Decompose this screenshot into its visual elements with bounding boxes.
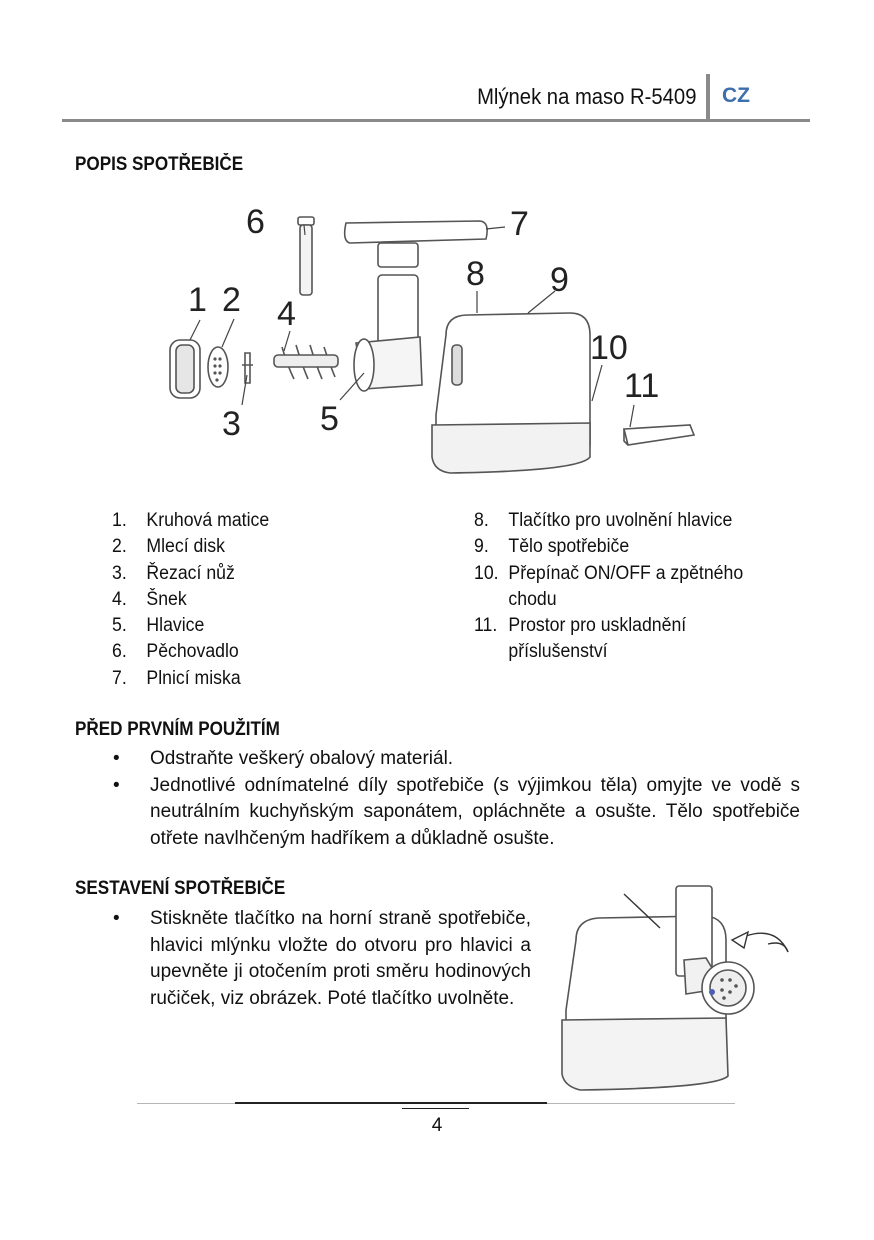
diagram-label-7: 7 [510,205,529,243]
footer-rule-bold [235,1102,547,1104]
list-item-continuation: příslušenství [508,641,608,663]
list-item: 2. Mlecí disk [112,536,225,558]
diagram-label-10: 10 [590,329,628,367]
assembly-bullets [75,906,531,1012]
header-rule [62,119,810,122]
diagram-label-3: 3 [222,405,241,443]
assembly-illustration [556,880,796,1095]
exploded-parts-diagram [150,195,710,495]
diagram-label-6: 6 [246,203,265,241]
header-separator [706,74,710,120]
list-item: 9. Tělo spotřebiče [474,536,630,558]
first-use-bullets [75,746,800,852]
list-item: 11. Prostor pro uskladnění [474,615,687,637]
page-number: 4 [431,1115,443,1136]
section-heading-assembly: SESTAVENÍ SPOTŘEBIČE [75,878,286,899]
part-pusher [298,217,314,225]
footer-rule-short [402,1108,469,1109]
list-item: 7. Plnicí miska [112,667,241,689]
diagram-label-11: 11 [624,367,660,405]
bullet-item: • Stiskněte tlačítko na horní straně spotřebiče, hlavici mlýnku vložte do otvoru pro hlavici a upevněte ji otočením proti směru hodinových ručiček, viz obrázek. Poté tlačítko uvolněte. [75,906,531,1012]
diagram-label-5: 5 [320,400,339,438]
part-cutting-knife [242,353,253,383]
diagram-label-1: 1 [188,281,207,319]
list-item: 6. Pěchovadlo [112,641,239,663]
diagram-label-2: 2 [222,281,241,319]
list-item: 4. Šnek [112,588,187,610]
list-item: 3. Řezací nůž [112,562,235,584]
list-item-continuation: chodu [508,588,557,610]
part-storage-tray [624,425,694,445]
section-heading-first-use: PŘED PRVNÍM POUŽITÍM [75,719,280,740]
parts-list-left [112,508,281,692]
bullet-item: • Jednotlivé odnímatelné díly spotřebiče (s výjimkou těla) omyjte ve vodě s neutrálním kuchyňským saponátem, opláchněte a osušte. Tělo spotřebiče otřete navlhčeným hadříkem a důkladně osušte. [75,773,800,853]
list-item: 5. Hlavice [112,615,205,637]
document-title: Mlýnek na maso R-5409 [476,84,696,109]
list-item: 10. Přepínač ON/OFF a zpětného [474,562,744,584]
part-feeding-tray [345,221,487,243]
parts-list-right [474,508,763,666]
language-code: CZ [722,84,750,107]
bullet-item: • Odstraňte veškerý obalový materiál. [75,746,800,773]
list-item: 8. Tlačítko pro uvolnění hlavice [474,510,733,531]
section-heading-description: POPIS SPOTŘEBIČE [75,154,244,175]
diagram-label-8: 8 [466,255,485,293]
diagram-label-4: 4 [277,295,296,333]
list-item: 1. Kruhová matice [112,510,270,531]
diagram-label-9: 9 [550,261,569,299]
